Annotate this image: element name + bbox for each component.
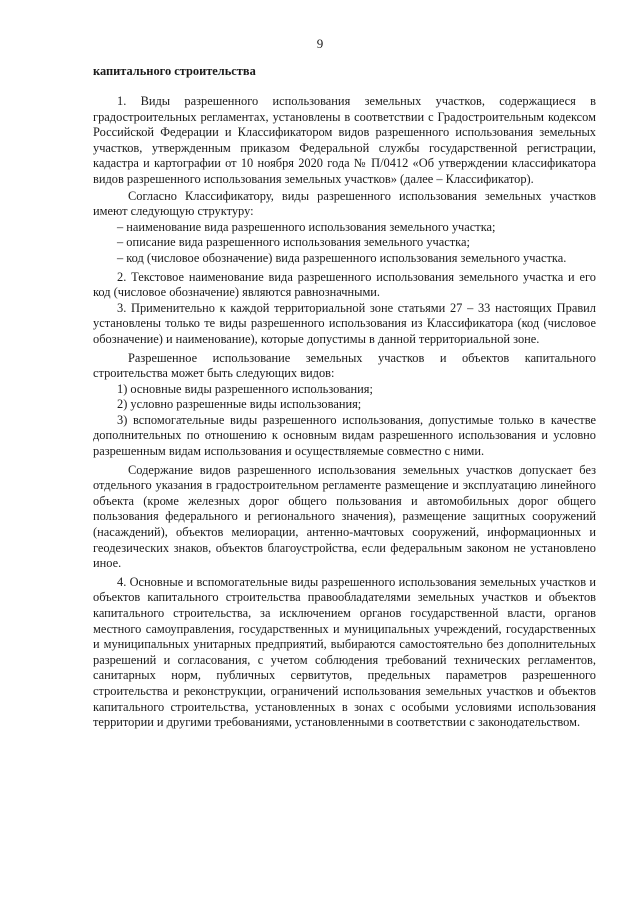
document-body xyxy=(93,94,596,731)
paragraph-2: 2. Текстовое наименование вида разрешенного использования земельного участка и его код (числовое обозначение) являются равнозначными. xyxy=(93,269,596,300)
paragraph-usage-types: Разрешенное использование земельных участков и объектов капитального строительства может быть следующих видов: xyxy=(93,350,596,381)
list-item-conditional-types: 2) условно разрешенные виды использования; xyxy=(117,397,362,412)
paragraph-content-of-usage: Содержание видов разрешенного использования земельных участков допускает без отдельного указания в градостроительном регламенте размещение и эксплуатацию линейного объекта (кроме железных дорог общего пользования и автомобильных дорог общего пользования федерального и регионального значения), размещение защитных сооружений (насаждений), объектов мелиорации, антенно-мачтовых сооружений, информационных и геодезических знаков, объектов благоустройства, если федеральным законом не установлено иное. xyxy=(93,462,596,571)
paragraph-classifier-structure: Согласно Классификатору, виды разрешенного использования земельных участков имеют следующую структуру: xyxy=(93,188,596,219)
paragraph-3: 3. Применительно к каждой территориальной зоне статьями 27 – 33 настоящих Правил установлены только те виды разрешенного использования из Классификатора (код (числовое обозначение) и наименование), которые допустимы в данной территориальной зоне. xyxy=(93,300,596,346)
list-item-description: – описание вида разрешенного использования земельного участка; xyxy=(117,235,470,250)
list-item-main-types: 1) основные виды разрешенного использования; xyxy=(117,381,373,396)
paragraph-4: 4. Основные и вспомогательные виды разрешенного использования земельных участков и объектов капитального строительства правообладателями земельных участков и объектов капитального строительства, за исключением органов государственной власти, органов местного самоуправления, государственных и муниципальных учреждений, государственных и муниципальных унитарных предприятий, выбираются самостоятельно без дополнительных разрешений и согласования, с учетом соблюдения требований технических регламентов, санитарных норм, публичных сервитутов, предельных параметров разрешенного строительства и реконструкции, ограничений использования земельных участков и объектов капитального строительства, установленных в зонах с особыми условиями использования территории и другими требованиями, установленными в соответствии с законодательством. xyxy=(93,574,596,730)
list-item-code: – код (числовое обозначение) вида разрешенного использования земельного участка. xyxy=(117,250,567,265)
paragraph-1: 1. Виды разрешенного использования земельных участков, содержащиеся в градостроительных регламентах, установлены в соответствии с Градостроительным кодексом Российской Федерации и Классификатором видов разрешенного использования земельных участков, утвержденным приказом Федеральной службы государственной регистрации, кадастра и картографии от 10 ноября 2020 года № П/0412 «Об утверждении классификатора видов разрешенного использования земельных участков» (далее – Классификатор). xyxy=(93,94,596,186)
list-item-auxiliary-types: 3) вспомогательные виды разрешенного использования, допустимые только в качестве дополнительных по отношению к основным видам разрешенного использования и условно разрешенным видам использования и осуществляемые совместно с ними. xyxy=(93,412,596,459)
list-item-name: – наименование вида разрешенного использования земельного участка; xyxy=(117,219,496,234)
section-heading-continuation: капитального строительства xyxy=(93,64,256,78)
page-number: 9 xyxy=(316,36,324,51)
